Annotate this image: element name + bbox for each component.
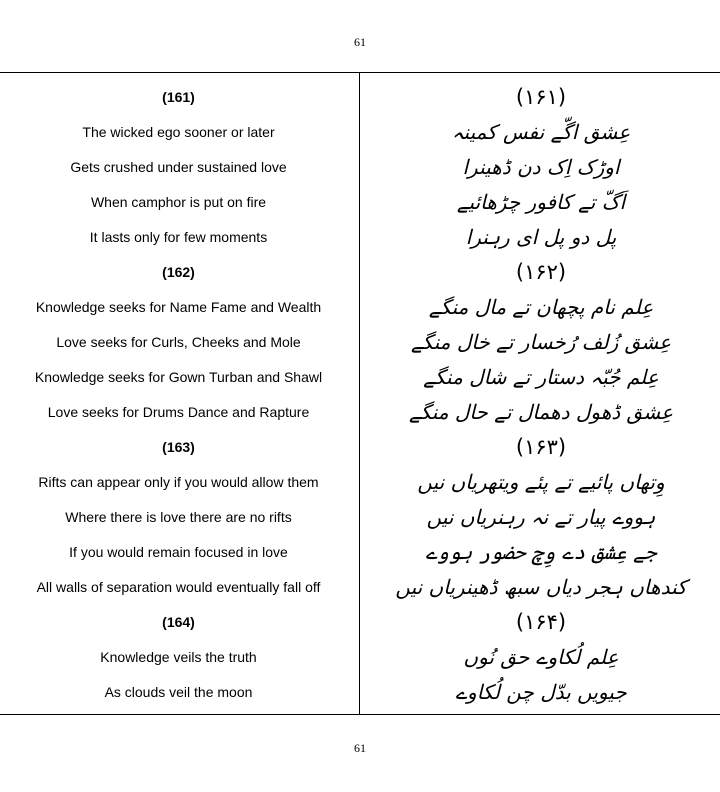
verse-line: Knowledge veils the truth [100, 648, 257, 665]
column-divider [359, 72, 360, 715]
verse-line-urdu: پل دو پل ای رہنرا [465, 224, 617, 249]
verse-number-urdu: (۱۶۱) [515, 84, 567, 109]
page-number-bottom: 61 [354, 741, 366, 755]
verse-line: Where there is love there are no rifts [65, 508, 292, 525]
verse-number: (164) [162, 613, 195, 630]
english-column [0, 79, 357, 709]
verse-number: (162) [162, 263, 195, 280]
verse-line-urdu: اَگّ تے کافور چڑھائیے [456, 189, 626, 214]
verse-line-urdu: عِشق اگّے نفس کمینہ [451, 119, 631, 144]
verse-line: Gets crushed under sustained love [70, 158, 287, 175]
verse-line-urdu: عِشق ڈھول دھمال تے حال منگے [409, 399, 673, 424]
verse-number-urdu: (۱۶۲) [515, 259, 567, 284]
verse-line-urdu: وِتھاں پائیے تے پئے ویتھریاں نیں [417, 469, 665, 494]
verse-line-urdu: کندھاں ہجر دیاں سبھ ڈھینریاں نیں [395, 574, 687, 599]
verse-line-urdu: عِشق زُلف رُخسار تے خال منگے [410, 329, 672, 354]
verse-line: It lasts only for few moments [89, 228, 268, 245]
verse-line-urdu: ہووے پیار تے نہ رہنریاں نیں [426, 504, 656, 529]
verse-number: (163) [162, 438, 195, 455]
bottom-rule [0, 714, 720, 715]
verse-number-urdu: (۱۶۴) [515, 609, 567, 634]
verse-line: Rifts can appear only if you would allow them [38, 473, 319, 490]
verse-line: Love seeks for Drums Dance and Rapture [47, 403, 310, 420]
verse-line: When camphor is put on fire [90, 193, 267, 210]
verse-line-urdu: جیویں بدّل چن لُکاوے [455, 679, 627, 704]
verse-number: (161) [162, 88, 195, 105]
verse-line: Love seeks for Curls, Cheeks and Mole [56, 333, 301, 350]
verse-line-urdu: جے عِشق دے وِچ حضور ہووے [425, 539, 657, 564]
verse-line: The wicked ego sooner or later [82, 123, 275, 140]
verse-line: If you would remain focused in love [69, 543, 288, 560]
verse-number-urdu: (۱۶۳) [515, 434, 567, 459]
top-rule [0, 72, 720, 73]
verse-line: Knowledge seeks for Gown Turban and Shawl [34, 368, 323, 385]
urdu-column [362, 79, 720, 709]
verse-line-urdu: عِلم نام پچھان تے مال منگے [428, 294, 654, 319]
page-number-top: 61 [354, 35, 366, 49]
verse-line-urdu: اوڑک اِک دن ڈھینرا [462, 154, 620, 179]
verse-line: Knowledge seeks for Name Fame and Wealth [35, 298, 322, 315]
verse-line: As clouds veil the moon [104, 683, 253, 700]
verse-line-urdu: عِلم لُکاوے حق نُوں [463, 644, 619, 669]
verse-line: All walls of separation would eventually fall off [36, 578, 321, 595]
verse-line-urdu: عِلم جُبّہ دستار تے شال منگے [423, 364, 659, 389]
